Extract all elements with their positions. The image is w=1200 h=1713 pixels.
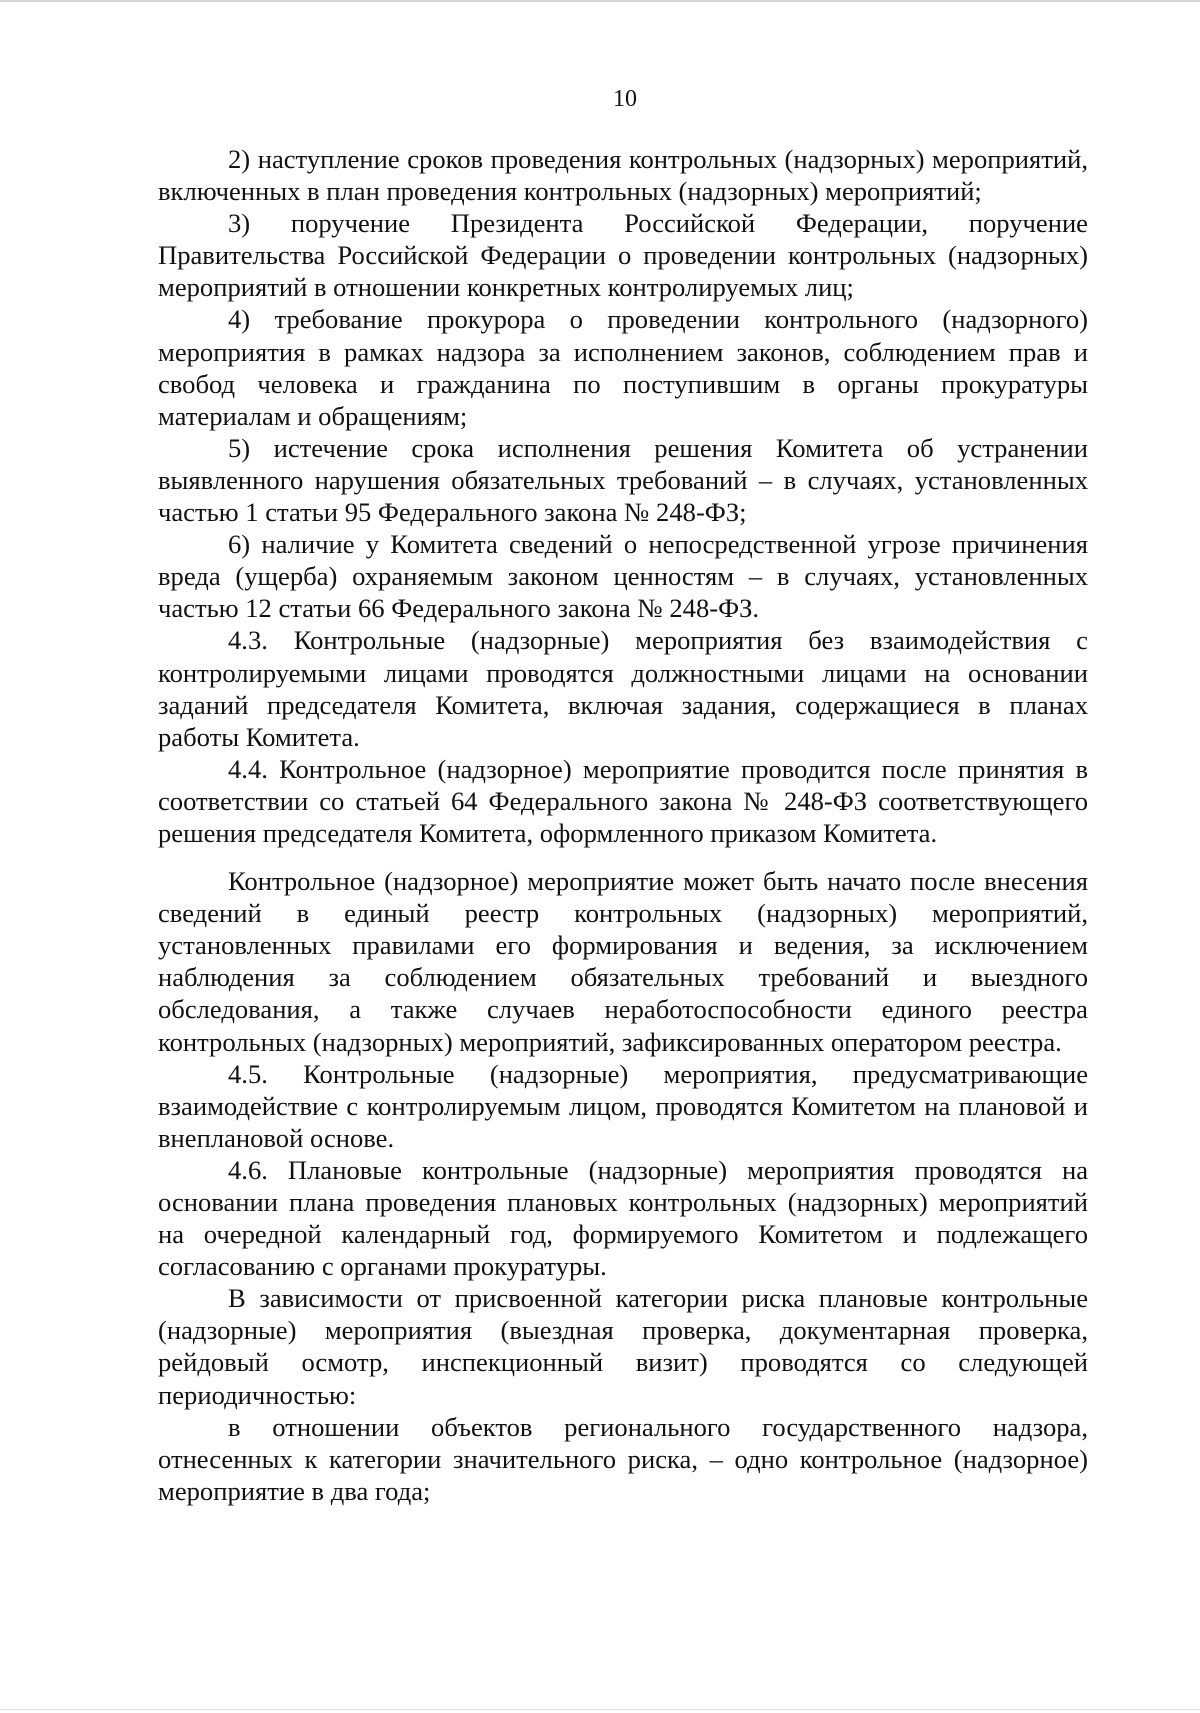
paragraph-4-4-continued: Контрольное (надзорное) мероприятие может быть начато после внесения сведений в единый реестр контрольных (надзорных) мероприятий, установленных правилами его формирования и ведения, за исключением наблюдения за соблюдением обязательных требований и выездного обследования, а также случаев неработоспособности единого реестра контрольных (надзорных) мероприятий, зафиксированных оператором реестра. <box>158 866 1088 1057</box>
paragraph-4-3: 4.3. Контрольные (надзорные) мероприятия без взаимодействия с контролируемыми лицами проводятся должностными лицами на основании заданий председателя Комитета, включая задания, содержащиеся в планах работы Комитета. <box>158 625 1088 752</box>
paragraph-periodicity-intro: В зависимости от присвоенной категории риска плановые контрольные (надзорные) мероприятия (выездная проверка, документарная проверка, рейдовый осмотр, инспекционный визит) проводятся со следующей периодичностью: <box>158 1283 1088 1410</box>
paragraph-item-6: 6) наличие у Комитета сведений о непосредственной угрозе причинения вреда (ущерба) охраняемым законом ценностям – в случаях, установленных частью 12 статьи 66 Федерального закона № 248-ФЗ. <box>158 529 1088 624</box>
paragraph-significant-risk: в отношении объектов регионального государственного надзора, отнесенных к категории значительного риска, – одно контрольное (надзорное) мероприятие в два года; <box>158 1411 1088 1506</box>
paragraph-item-2: 2) наступление сроков проведения контрольных (надзорных) мероприятий, включенных в план проведения контрольных (надзорных) мероприятий; <box>158 144 1088 207</box>
paragraph-item-5: 5) истечение срока исполнения решения Комитета об устранении выявленного нарушения обязательных требований – в случаях, установленных частью 1 статьи 95 Федерального закона № 248-ФЗ; <box>158 432 1088 528</box>
scan-edge-top <box>0 0 1200 2</box>
scan-edge-bottom <box>0 1709 1200 1710</box>
paragraph-item-3: 3) поручение Президента Российской Федерации, поручение Правительства Российской Федерации о проведении контрольных (надзорных) мероприятий в отношении конкретных контролируемых лиц; <box>158 208 1088 303</box>
paragraph-4-4: 4.4. Контрольное (надзорное) мероприятие проводится после принятия в соответствии со статьей 64 Федерального закона № 248-ФЗ соответствующего решения председателя Комитета, оформленного приказом Комитета. <box>158 753 1088 848</box>
paragraph-item-4: 4) требование прокурора о проведении контрольного (надзорного) мероприятия в рамках надзора за исполнением законов, соблюдением прав и свобод человека и гражданина по поступившим в органы прокуратуры материалам и обращениям; <box>158 304 1088 431</box>
paragraph-4-5: 4.5. Контрольные (надзорные) мероприятия, предусматривающие взаимодействие с контролируемым лицом, проводятся Комитетом на плановой и внеплановой основе. <box>158 1058 1088 1153</box>
document-body <box>158 143 1088 1507</box>
page-number: 10 <box>613 86 637 112</box>
paragraph-4-6: 4.6. Плановые контрольные (надзорные) мероприятия проводятся на основании плана проведения плановых контрольных (надзорных) мероприятий на очередной календарный год, формируемого Комитетом и подлежащего согласованию с органами прокуратуры. <box>158 1154 1088 1282</box>
